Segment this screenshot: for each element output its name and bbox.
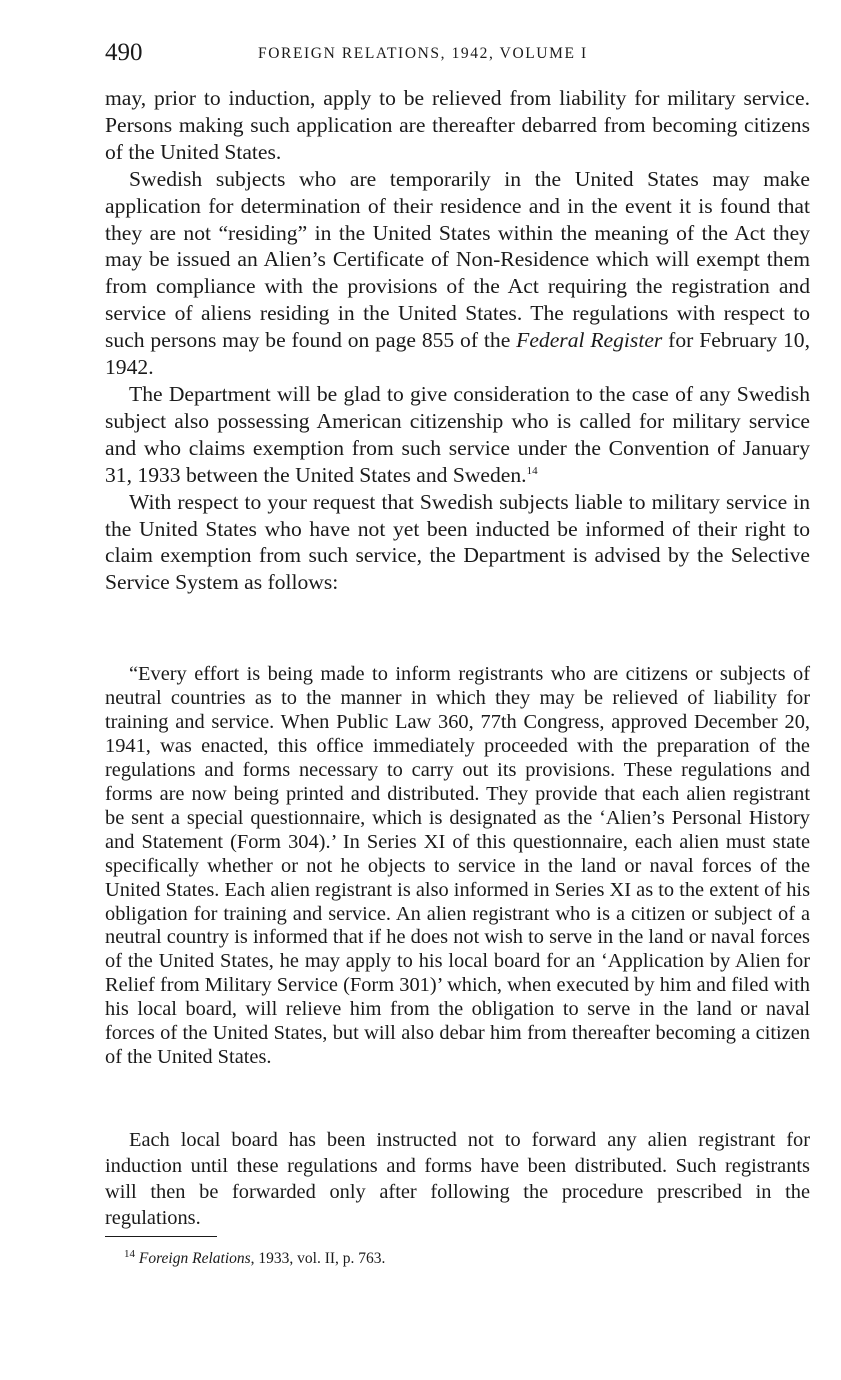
paragraph-text: Swedish subjects who are temporarily in the United States may make application for determination of their residence and in the event it is found that they are not “residing” in the United States within the meaning of the Act they may be issued an Alien’s Certificate of Non-Residence which will exempt them from compliance with the provisions of the Act requiring the registration and service of aliens residing in the United States. The regulations with respect to such persons may be found on page 855 of the <box>105 166 810 353</box>
block-quote <box>105 663 810 1070</box>
footnote-divider <box>105 1236 217 1237</box>
paragraph-text: The Department will be glad to give consideration to the case of any Swedish subject also possessing American citizenship who is called for military service and who claims exemption from such service under the Convention of January 31, 1933 between the United States and Sweden. <box>105 381 810 487</box>
paragraph-request: With respect to your request that Swedish subjects liable to military service in the United States who have not yet been inducted be informed of their right to claim exemption from such service, the Department is advised by the Selective Service System as follows: <box>105 489 810 595</box>
footnote-source-title: Foreign Relations <box>138 1250 251 1267</box>
federal-register-title: Federal Register <box>516 328 663 353</box>
footnote-reference: 14 <box>526 464 538 477</box>
quote-paragraph-1: “Every effort is being made to inform registrants who are citizens or subjects of neutral countries as to the manner in which they may be relieved of liability for training and service. When Public Law 360, 77th Congress, approved December 20, 1941, was enacted, this office immediately proceeded with the preparation of the regulations and forms necessary to carry out its provisions. These regulations and forms are now being printed and distributed. They provide that each alien registrant be sent a special questionnaire, which is designated as the ‘Alien’s Personal History and Statement (Form 304).’ In Series XI of this questionnaire, each alien must state specifically whether or not he objects to service in the land or naval forces of the United States. Each alien registrant is also informed in Series XI as to the extent of his obligation for training and service. An alien registrant who is a citizen or subject of a neutral country is informed that if he does not wish to serve in the land or naval forces of the United States, he may apply to his local board for an ‘Application by Alien for Relief from Military Service (Form 301)’ which, when executed by him and filed with his local board, will relieve him from the obligation to serve in the land or naval forces of the United States, but will also debar him from thereafter becoming a citizen of the United States. <box>105 663 811 1069</box>
paragraph-swedish-subjects <box>105 166 810 381</box>
block-quote-continued <box>105 1127 810 1231</box>
page-number: 490 <box>105 39 143 66</box>
paragraph-continuation: may, prior to induction, apply to be relieved from liability for military service. Persons making such application are thereafter debarred from becoming citizens of the United States. <box>105 86 810 164</box>
paragraph-department <box>105 381 810 489</box>
running-title: FOREIGN RELATIONS, 1942, VOLUME I <box>258 45 588 62</box>
footnote-citation: , 1933, vol. II, p. 763. <box>250 1250 386 1267</box>
paragraph-text-end: for February 10, 1942. <box>105 328 810 380</box>
body-text <box>105 85 810 596</box>
footnote <box>124 1249 385 1269</box>
running-head <box>105 38 810 68</box>
footnote-mark: 14 <box>124 1247 135 1260</box>
quote-paragraph-2: Each local board has been instructed not to forward any alien registrant for induction until these regulations and forms have been distributed. Such registrants will then be forwarded only after following the procedure prescribed in the regulations. <box>105 1129 810 1229</box>
